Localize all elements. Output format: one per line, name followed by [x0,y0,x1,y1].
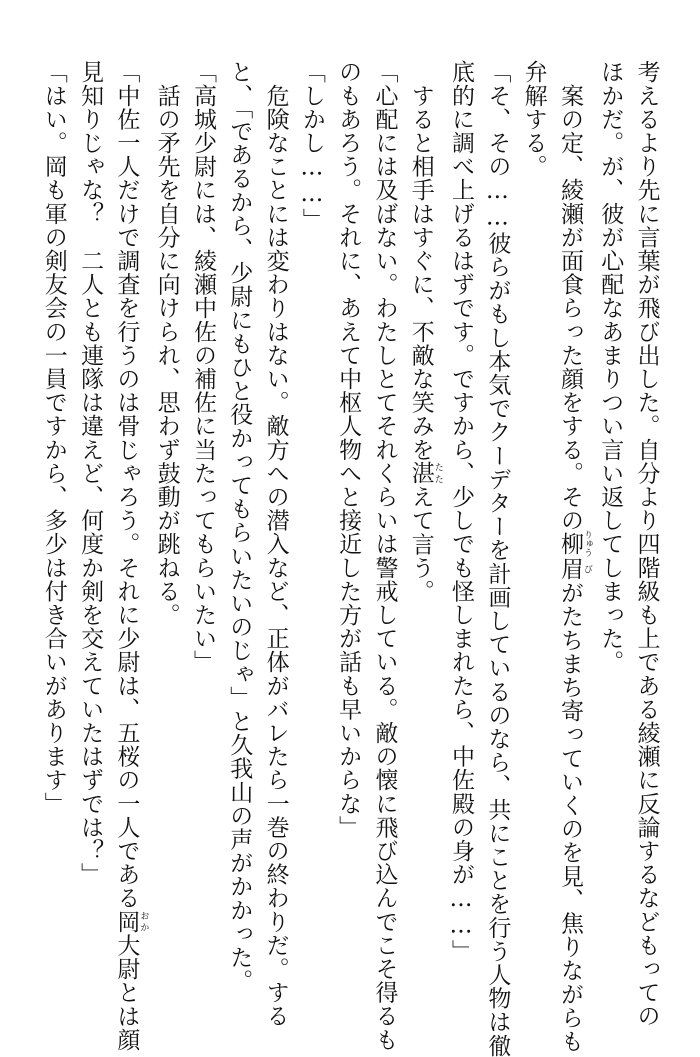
ruby-reading: び [581,557,592,581]
text-line [72,60,108,940]
text-line [294,60,330,940]
ruby-base: 岡 [113,909,140,934]
text-line [330,60,366,940]
text-segment: 底的に調べ上げるはずです。ですから、少しでも怪しまれたら、中佐殿の身が……」 [448,60,475,963]
text-line [257,60,293,1028]
ruby-base: 柳 [556,530,583,558]
text-segment: 「中佐一人だけで調査を行うのは骨じゃろう。それに少尉は、五桜の一人である [113,60,140,910]
ruby-annotated-kanji [407,461,443,485]
text-line [221,60,257,993]
text-line [592,60,628,940]
body-text [35,60,664,1057]
text-line [35,60,71,940]
ruby-reading: りゅう [581,530,592,558]
text-line [443,60,479,963]
text-segment: 話の矛先を自分に向けられ、思わず鼓動が跳ねる。 [153,60,180,627]
text-segment: 見知りじゃな？ 二人とも連隊は違えど、何度か剣を交えていたはずでは？」 [77,60,104,886]
text-segment: 「心配には及ばない。わたしとてそれくらいは警戒している。敵の懐に飛び込んでこそ得るも [371,60,398,1052]
text-segment: がたちまち寄っていくのを見、焦りながらも [556,580,583,1053]
text-line [628,60,664,1028]
ruby-reading: おか [138,909,149,934]
text-segment: 「しかし……」 [298,60,325,232]
text-segment: 「そ、その……彼らがもし本気でクーデターを計画しているのなら、共にことを行う人物は徹 [484,60,511,1057]
text-segment: 考えるより先に言葉が飛び出した。自分より四階級も上である綾瀬に反論するなどもっての [633,60,660,1028]
text-segment: のもあろう。それに、あえて中枢人物へと接近した方が話も早いからな」 [335,60,362,839]
text-line [479,60,515,1057]
text-segment: 「はい。岡も軍の剣友会の一員ですから、多少は付き合いがあります」 [40,60,67,816]
ruby-base: 湛 [407,461,434,485]
text-segment: 案の定、綾瀬が面食らった顔をする。その [556,60,583,532]
ruby-annotated-kanji [556,530,592,558]
text-segment: 弁解する。 [520,60,547,178]
text-segment: 大尉とは顔 [113,933,140,1052]
ruby-reading: たた [432,461,443,485]
text-segment: 危険なことには変わりはない。敵方への潜入など、正体がバレたら一巻の終わりだ。する [262,60,289,1028]
text-segment: 「高城少尉には、綾瀬中佐の補佐に当たってもらいたい」 [189,60,216,674]
text-line [402,60,442,940]
text-line [148,60,184,940]
text-line [185,60,221,940]
text-line [515,60,551,940]
text-line [108,60,149,1052]
text-segment: と、「であるから、少尉にもひと役かってもらいたいのじゃ」と久我山の声がかかった。 [226,60,253,993]
text-line [552,60,592,1053]
text-segment: すると相手はすぐに、不敵な笑みを [407,60,434,462]
ruby-annotated-kanji [113,909,149,934]
ruby-base: 眉 [556,557,583,581]
text-segment: えて言う。 [407,484,434,603]
text-segment: ほかだ。が、彼が心配なあまりつい言い返してしまった。 [597,60,624,674]
text-line [366,60,402,1052]
ruby-annotated-kanji [556,557,592,581]
